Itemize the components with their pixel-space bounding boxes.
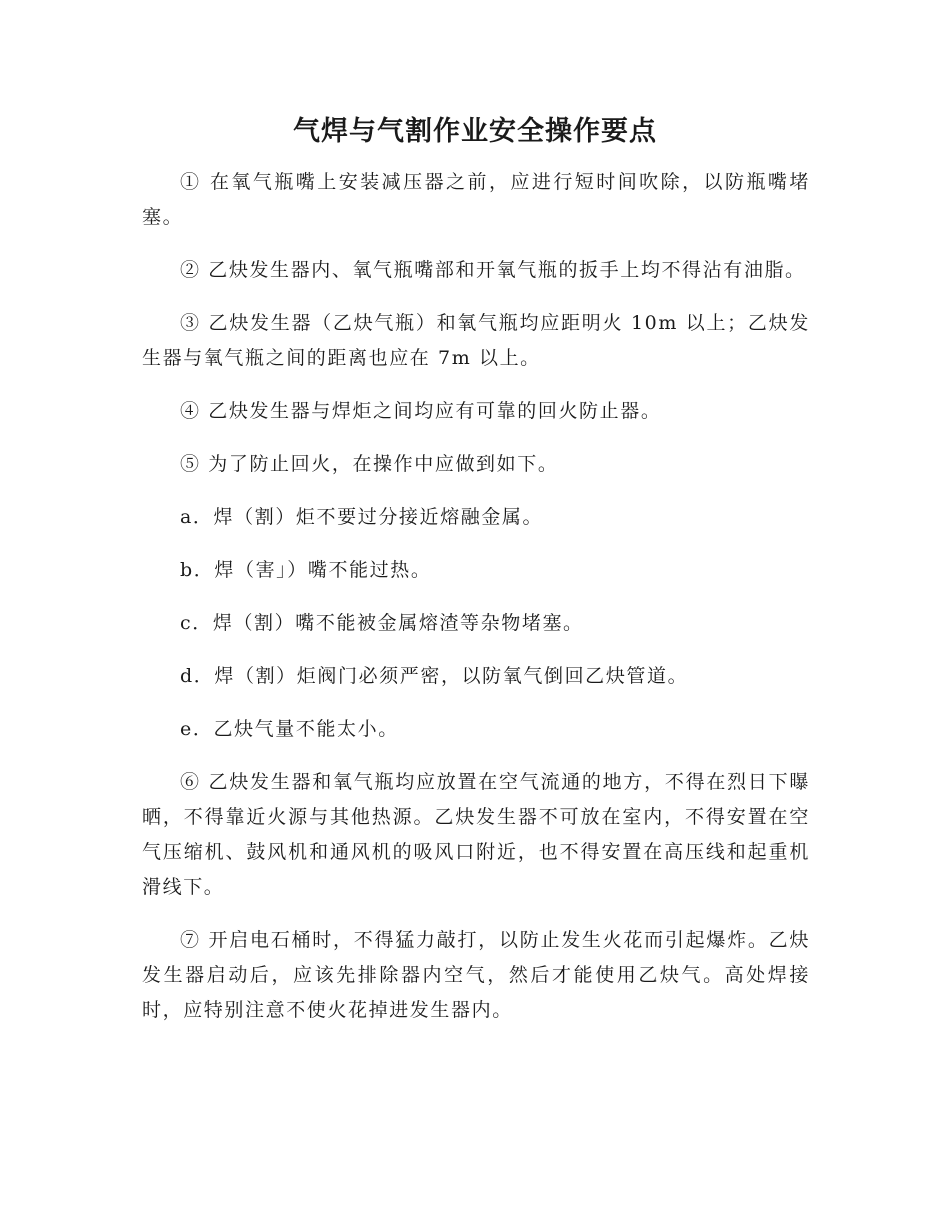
sub-item-c: c．焊（割）嘴不能被金属熔渣等杂物堵塞。 [180,612,584,634]
paragraph-item-4: ④ 乙炔发生器与焊炬之间均应有可靠的回火防止器。 [180,400,662,422]
paragraph-item-7: ⑦ 开启电石桶时，不得猛力敲打，以防止发生火花而引起爆炸。乙炔发生器启动后，应该先排除器内空气，然后才能使用乙炔气。高处焊接时，应特别注意不使火花掉进发生器内。 [142,929,810,1021]
sub-item-d: d．焊（割）炬阀门必须严密，以防氧气倒回乙炔管道。 [180,665,689,687]
paragraph-item-5: ⑤ 为了防止回火，在操作中应做到如下。 [180,453,559,475]
sub-item-a: a．焊（割）炬不要过分接近熔融金属。 [180,506,544,528]
sub-item-b: b．焊（害」）嘴不能过热。 [180,559,432,581]
document-title: 气焊与气割作业安全操作要点 [293,116,657,147]
paragraph-item-1: ① 在氧气瓶嘴上安装减压器之前，应进行短时间吹除，以防瓶嘴堵塞。 [142,171,810,228]
paragraph-item-6: ⑥ 乙炔发生器和氧气瓶均应放置在空气流通的地方，不得在烈日下曝晒，不得靠近火源与其他热源。乙炔发生器不可放在室内，不得安置在空气压缩机、鼓风机和通风机的吸风口附近，也不得安置在高压线和起重机滑线下。 [142,771,810,898]
paragraph-item-3: ③ 乙炔发生器（乙炔气瓶）和氧气瓶均应距明火 10m 以上；乙炔发生器与氧气瓶之间的距离也应在 7m 以上。 [142,312,810,369]
paragraph-item-2: ② 乙炔发生器内、氧气瓶嘴部和开氧气瓶的扳手上均不得沾有油脂。 [180,259,806,281]
document-body [142,165,810,1046]
sub-item-e: e．乙炔气量不能太小。 [180,718,399,740]
